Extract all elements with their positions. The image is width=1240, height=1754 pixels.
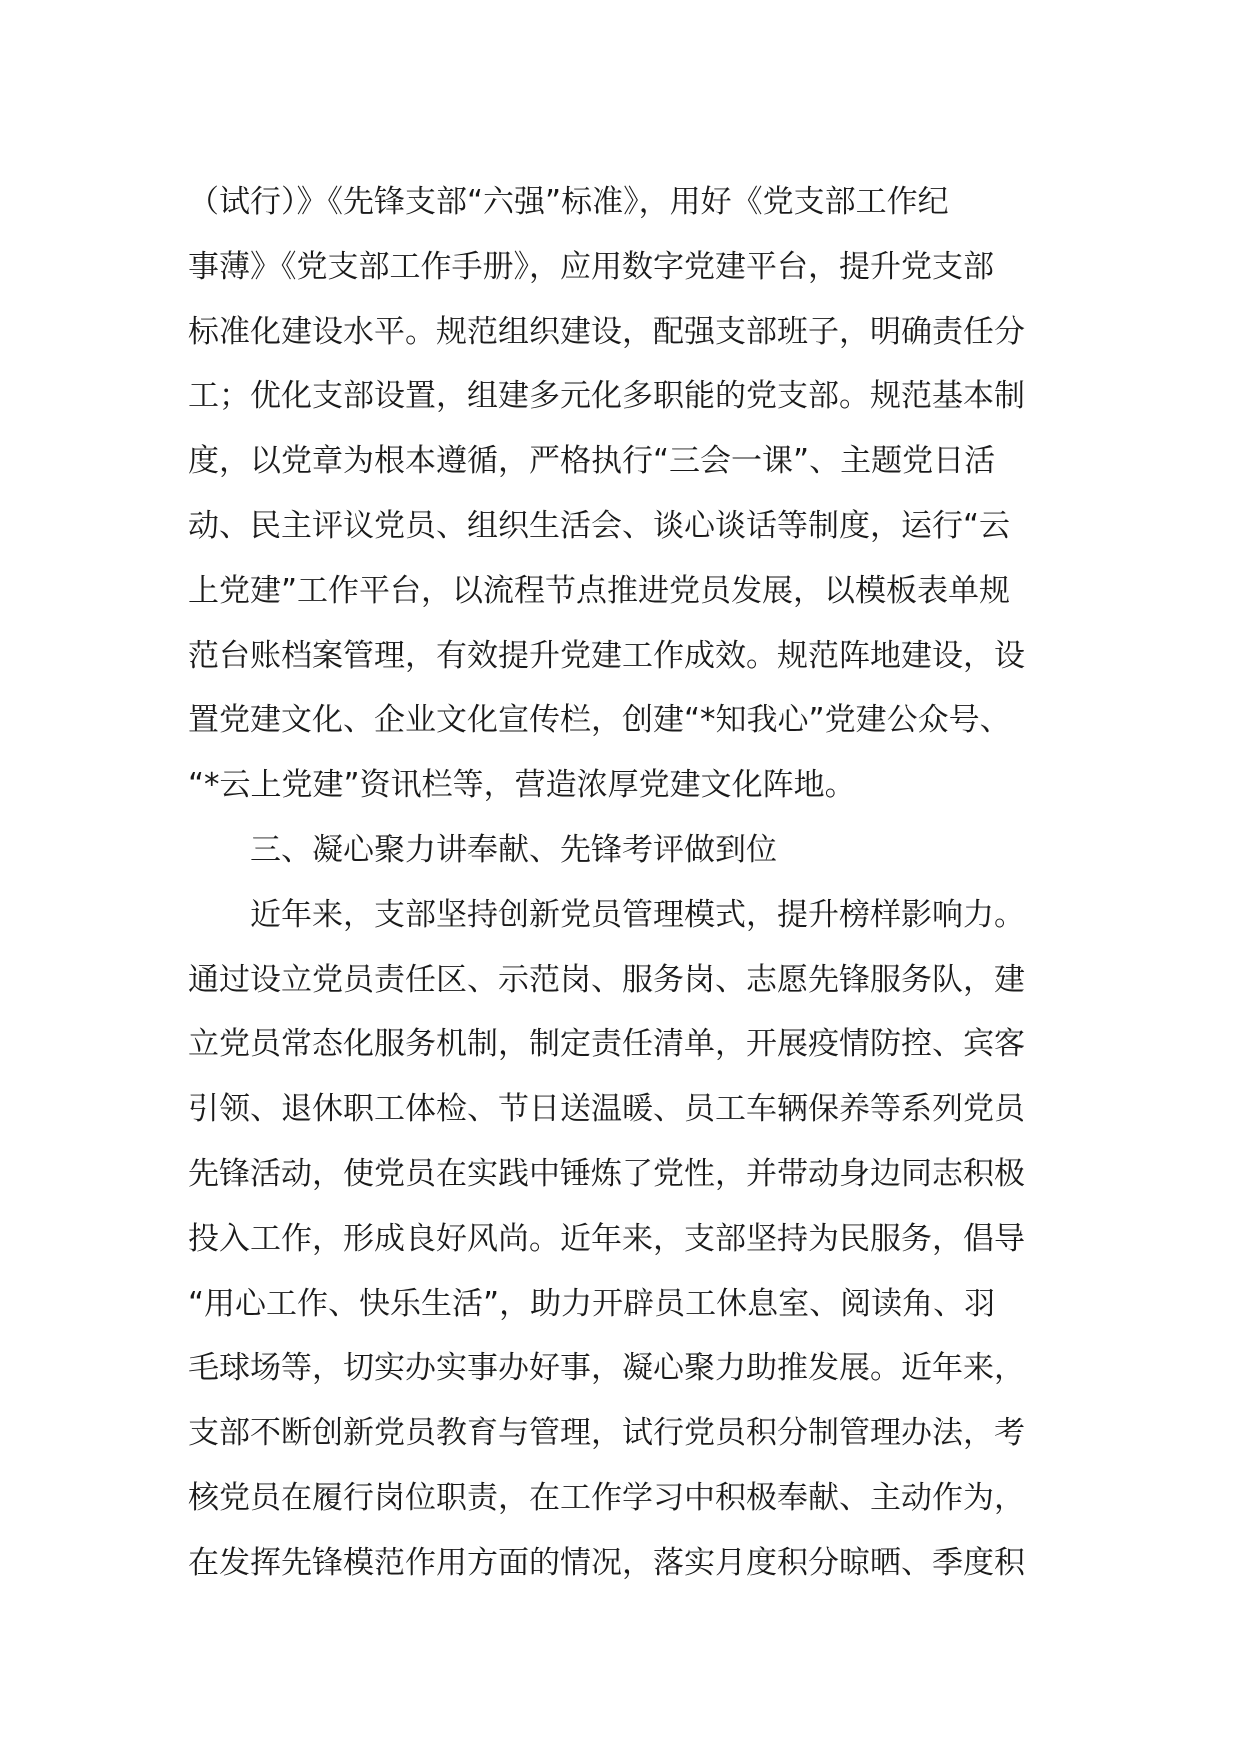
body-text bbox=[188, 170, 1058, 1596]
text-line: “*云上党建”资讯栏等，营造浓厚党建文化阵地。 bbox=[188, 767, 856, 804]
paragraph-standardization bbox=[188, 170, 1058, 818]
text-line: 近年来，支部坚持创新党员管理模式，提升榜样影响力。 bbox=[250, 896, 1025, 933]
text-line: 置党建文化、企业文化宣传栏，创建“*知我心”党建公众号、 bbox=[188, 702, 1011, 739]
text-line: 毛球场等，切实办实事办好事，凝心聚力助推发展。近年来， bbox=[188, 1350, 1025, 1387]
text-line: 事薄》《党支部工作手册》，应用数字党建平台，提升党支部 bbox=[188, 248, 994, 285]
text-line: 投入工作，形成良好风尚。近年来，支部坚持为民服务，倡导 bbox=[188, 1220, 1025, 1257]
text-line: 范台账档案管理，有效提升党建工作成效。规范阵地建设，设 bbox=[188, 637, 1025, 674]
text-line: “用心工作、快乐生活”，助力开辟员工休息室、阅读角、羽 bbox=[188, 1285, 996, 1322]
text-line: （试行）》《先锋支部“六强”标准》，用好《党支部工作纪 bbox=[188, 184, 949, 220]
text-line: 动、民主评议党员、组织生活会、谈心谈话等制度，运行“云 bbox=[188, 507, 1011, 544]
text-line: 引领、退休职工体检、节日送温暖、员工车辆保养等系列党员 bbox=[188, 1091, 1025, 1128]
text-line: 标准化建设水平。规范组织建设，配强支部班子，明确责任分 bbox=[188, 313, 1025, 350]
text-line: 立党员常态化服务机制，制定责任清单，开展疫情防控、宾客 bbox=[188, 1026, 1025, 1063]
text-line: 核党员在履行岗位职责，在工作学习中积极奉献、主动作为， bbox=[188, 1479, 1025, 1516]
text-line: 在发挥先锋模范作用方面的情况，落实月度积分晾晒、季度积 bbox=[188, 1544, 1025, 1581]
text-line: 支部不断创新党员教育与管理，试行党员积分制管理办法，考 bbox=[188, 1415, 1025, 1452]
text-line: 先锋活动，使党员在实践中锤炼了党性，并带动身边同志积极 bbox=[188, 1155, 1025, 1192]
text-line: 工；优化支部设置，组建多元化多职能的党支部。规范基本制 bbox=[188, 378, 1025, 415]
text-line: 通过设立党员责任区、示范岗、服务岗、志愿先锋服务队，建 bbox=[188, 961, 1025, 998]
text-line: 度，以党章为根本遵循，严格执行“三会一课”、主题党日活 bbox=[188, 443, 996, 480]
paragraph-party-member-management bbox=[188, 883, 1058, 1596]
text-line: 上党建”工作平台，以流程节点推进党员发展，以模板表单规 bbox=[188, 572, 1011, 609]
section-heading: 三、凝心聚力讲奉献、先锋考评做到位 bbox=[250, 831, 777, 868]
